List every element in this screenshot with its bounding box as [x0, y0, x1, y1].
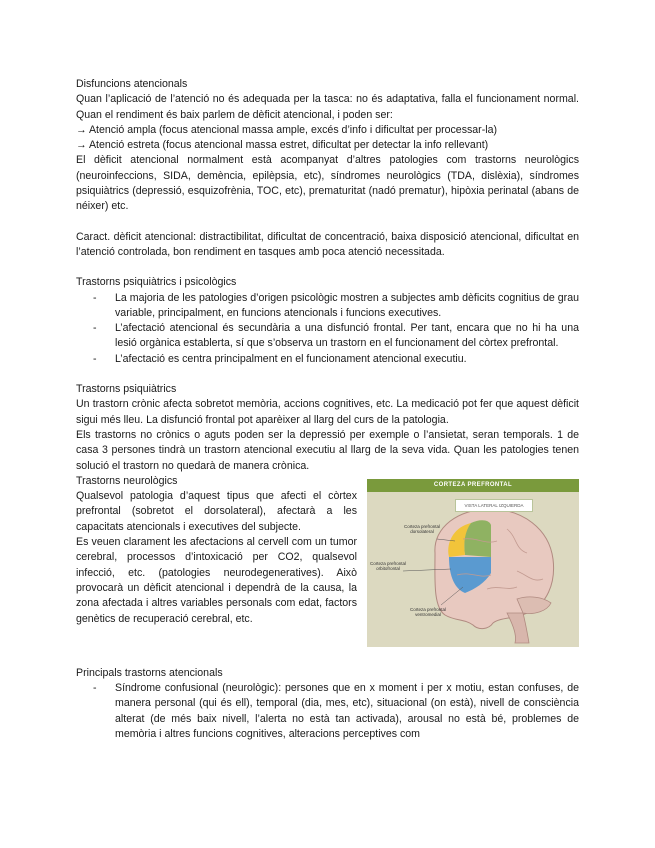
dash-list [76, 291, 579, 367]
arrow-item: → Atenció estreta (focus atencional massa estret, dificultat per detectar la info rellevant) [76, 139, 489, 152]
label-ventromedial: Corteza prefrontal ventromedial [409, 606, 447, 618]
dash-list [76, 681, 579, 742]
paragraph: El dèficit atencional normalment està acompanyat d’altres patologies com trastorns neurològics (neuroinfeccions, SIDA, demència, epilèpsia, etc), síndromes neurològics (TDA, dislèxia), síndromes psiquiàtrics (depressió, esquizofrènia, TOC, etc), prematuritat (nadó prematur), hipòxia perinatal (abans de néixer) etc. [76, 154, 579, 213]
figure-subtitle: VISTA LATERAL IZQUIERDA [455, 499, 533, 512]
heading-disfuncions: Disfuncions atencionals [76, 78, 188, 90]
figure-title: CORTEZA PREFRONTAL [367, 479, 579, 492]
heading-psiquiatrics-psicologics: Trastorns psiquiàtrics i psicològics [76, 276, 237, 289]
document-body [76, 77, 579, 742]
list-item: - L’afectació es centra principalment en el funcionament atencional executiu. [76, 352, 579, 367]
list-item: - L’afectació atencional és secundària a una disfunció frontal. Per tant, encara que no hi ha una lesió orgànica establerta, sí que s’observa un trastorn en el funcionament del còrtex prefrontal. [76, 321, 579, 352]
arrow-item: → Atenció ampla (focus atencional massa ample, excés d’info i dificultat per processar-la) [76, 123, 498, 136]
list-item: - La majoria de les patologies d’origen psicològic mostren a subjectes amb dèficits cognitius de grau variable, principalment, en funcions atencionals i funcions executives. [76, 291, 579, 322]
paragraph: Els trastorns no crònics o aguts poden ser la depressió per exemple o l’ansietat, seran temporals. 1 de casa 3 persones tindrà un trastorn atencional executiu al llarg de la seva vida. Quan les patologies tenen solució el trastorn no quedarà de manera crònica. [76, 428, 579, 472]
paragraph: Es veuen clarament les afectacions al cervell com un tumor cerebral, processos d’intoxicació per CO2, qualsevol infecció, etc. (patologies neurodegeneratives). Això provocarà un dèficit atencional i dependrà de la causa, la zona afectada i altres variables personals com edat, factors genètics de recuperació cerebral, etc. [76, 536, 357, 625]
label-orbitofrontal: Corteza prefrontal orbitofrontal [369, 560, 407, 572]
paragraph: Un trastorn crònic afecta sobretot memòria, accions cognitives, etc. La medicació pot fer que aquest dèficit sigui més lleu. La disfunció frontal pot aparèixer al llarg del curs de la patologia. [76, 398, 579, 426]
paragraph: Quan l’aplicació de l’atenció no és adequada per la tasca: no és adaptativa, falla el funcionament normal. Quan el rendiment és baix parlem de dèficit atencional, i poden ser: [76, 93, 579, 121]
paragraph: Caract. dèficit atencional: distractibilitat, dificultat de concentració, baixa disposició atencional, dificultat en l’atenció controlada, bon rendiment en tasques amb poca atenció necessitada. [76, 230, 579, 258]
paragraph: Qualsevol patologia d’aquest tipus que afecti el còrtex prefrontal (sobretot el dorsolateral), afectarà a les capacitats atencionals i executives del subjecte. [76, 490, 357, 533]
heading-neurologics: Trastorns neurològics [76, 474, 178, 487]
heading-psiquiatrics: Trastorns psiquiàtrics [76, 383, 177, 396]
prefrontal-cortex-figure [367, 479, 579, 647]
heading-principals: Principals trastorns atencionals [76, 666, 223, 679]
label-dorsolateral: Corteza prefrontal dorsolateral [403, 523, 441, 535]
neurologics-section [76, 474, 579, 651]
list-item: - Síndrome confusional (neurològic): persones que en x moment i per x motiu, estan confuses, de manera personal (qui és ell), temporal (dia, mes, etc), situacional (on està), nivell de consciència alterat (de més baix nivell, l’alerta no està tan activada), arousal no està bé, problemes de memòria i altres funcions cognitives, alteracions perceptives com [76, 681, 579, 742]
